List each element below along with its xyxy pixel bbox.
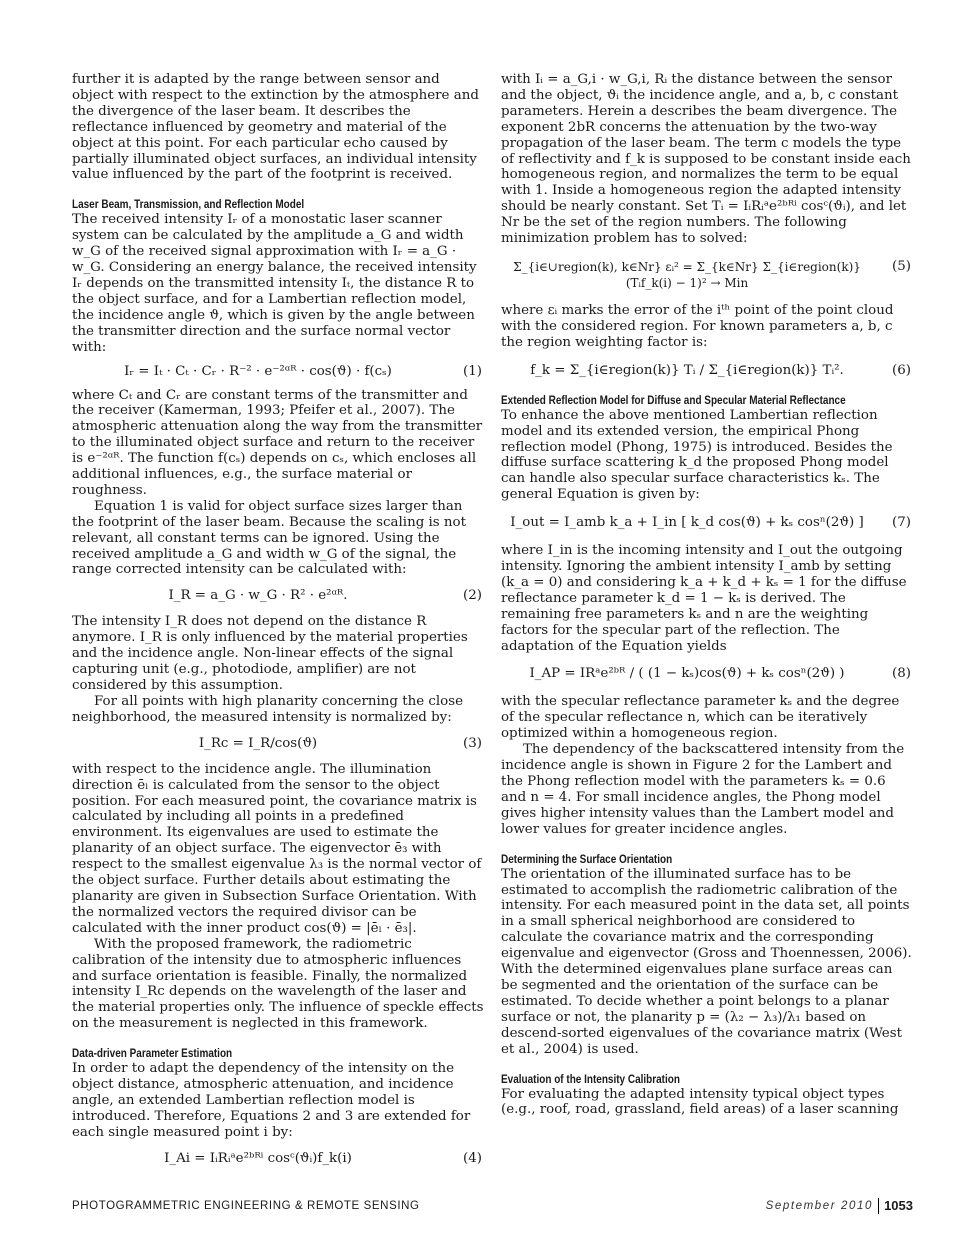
equation-5 [501, 259, 913, 291]
paragraph: To enhance the above mentioned Lambertian reflection model and its extended version, the empirical Phong reflection model (Phong, 1975) is introduced. Besides the diffuse surface scattering k_d the proposed Phong model can handle also specular surface characteristics kₛ. The general Equation is given by: [501, 407, 893, 503]
paragraph: In order to adapt the dependency of the intensity on the object distance, atmospheric attenuation, and incidence angle, an extended Lambertian reflection model is introduced. Therefore, Equations 2 and 3 are extended for each single measured point i by: [72, 1061, 471, 1140]
journal-name: PHOTOGRAMMETRIC ENGINEERING & REMOTE SENSING [72, 1200, 420, 1212]
issue-date: September 2010 [765, 1200, 873, 1212]
equation-4-expression: I_Ai = IᵢRᵢᵃe²ᵇᴿⁱ cosᶜ(ϑᵢ)f_k(i) [164, 1150, 352, 1166]
equation-6 [501, 363, 913, 379]
section-heading-surface-orientation: Determining the Surface Orientation [501, 852, 673, 866]
paragraph: Equation 1 is valid for object surface sizes larger than the footprint of the laser beam. Because the scaling is not relevant, all constant terms can be ignored. Using the received amplitude a_G and width w_G of the signal, the range corrected intensity can be calculated with: [72, 498, 466, 578]
paragraph: For all points with high planarity concerning the close neighborhood, the measured intensity is normalized by: [72, 693, 464, 725]
footer-divider [878, 1198, 879, 1214]
equation-7-expression: I_out = I_amb k_a + I_in [ k_d cos(ϑ) + kₛ cosⁿ(2ϑ) ] [510, 515, 864, 531]
paragraph: where Cₜ and Cᵣ are constant terms of the transmitter and the receiver (Kamerman, 1993; Pfeifer et al., 2007). The atmospheric attenuation along the way from the transmitter to the illuminated object surface and return to the receiver is e⁻²ᵅᴿ. The function f(cₛ) depends on cₛ, which encloses all additional influences, e.g., the surface material or roughness. [72, 387, 483, 498]
equation-5-number: (5) [892, 258, 911, 274]
equation-3-expression: I_Rc = I_R/cos(ϑ) [198, 735, 318, 751]
equation-1-expression: Iᵣ = Iₜ · Cₜ · Cᵣ · R⁻² · e⁻²ᵅᴿ · cos(ϑ) · f(cₛ) [124, 363, 392, 379]
right-column [501, 72, 913, 1118]
paragraph: with Iᵢ = a_G,i · w_G,i, Rᵢ the distance between the sensor and the object, ϑᵢ the incidence angle, and a, b, c constant parameters. Herein a describes the beam divergence. The exponent 2bR concerns the attenuation by the two-way propagation of the laser beam. The term c models the type of reflectivity and f_k is supposed to be constant inside each homogeneous region, and normalizes the term to be equal with 1. Inside a homogeneous region the adapted intensity should be nearly constant. Set Tᵢ = IᵢRᵢᵃe²ᵇᴿⁱ cosᶜ(ϑᵢ), and let Nr be the set of the region numbers. The following minimization problem has to solved: [501, 72, 911, 247]
equation-7-number: (7) [892, 515, 911, 531]
equation-3-number: (3) [463, 735, 482, 751]
equation-4 [72, 1151, 484, 1167]
equation-4-number: (4) [463, 1150, 482, 1166]
paragraph: with the specular reflectance parameter kₛ and the degree of the specular reflectance n, which can be iteratively optimized within a homogeneous region. [501, 694, 900, 742]
paragraph: For evaluating the adapted intensity typical object types (e.g., roof, road, grassland, field areas) of a laser scanning [501, 1086, 899, 1118]
equation-5-expression: Σ_{i∈∪region(k), k∈Nr} εᵢ² = Σ_{k∈Nr} Σ_{i∈region(k)} (Tᵢf_k(i) − 1)² → Min [513, 259, 861, 290]
section-heading-evaluation: Evaluation of the Intensity Calibration [501, 1072, 680, 1086]
paragraph: further it is adapted by the range between sensor and object with respect to the extinction by the atmosphere and the divergence of the laser beam. It describes the reflectance influenced by geometry and material of the object at this point. For each particular echo caused by partially illuminated object surfaces, an individual intensity value influenced by the part of the footprint is received. [72, 72, 479, 183]
equation-8-expression: I_AP = IRᵃe²ᵇᴿ / ( (1 − kₛ)cos(ϑ) + kₛ cosⁿ(2ϑ) ) [529, 666, 845, 682]
equation-8-number: (8) [892, 666, 911, 682]
equation-3 [72, 736, 484, 752]
section-heading-data-driven: Data-driven Parameter Estimation [72, 1047, 233, 1061]
equation-6-expression: f_k = Σ_{i∈region(k)} Tᵢ / Σ_{i∈region(k)} Tᵢ². [530, 362, 844, 378]
paragraph: The intensity I_R does not depend on the distance R anymore. I_R is only influenced by the material properties and the incidence angle. Non-linear effects of the signal capturing unit (e.g., photodiode, amplifier) are not considered by this assumption. [72, 614, 468, 693]
equation-8 [501, 666, 913, 682]
equation-2-number: (2) [463, 588, 482, 604]
equation-2 [72, 588, 484, 604]
equation-7 [501, 515, 913, 531]
section-heading-extended-reflection: Extended Reflection Model for Diffuse and Specular Material Reflectance [501, 393, 846, 407]
paragraph: where I_in is the incoming intensity and I_out the outgoing intensity. Ignoring the ambient intensity I_amb by setting (k_a = 0) and considering k_a + k_d + kₛ = 1 for the diffuse reflectance parameter k_d = 1 − kₛ is derived. The remaining free parameters kₛ and n are the weighting factors for the specular part of the reflection. The adaptation of the Equation yields [501, 543, 907, 654]
paragraph: with respect to the incidence angle. The illumination direction ēₗ is calculated from the sensor to the object position. For each measured point, the covariance matrix is calculated by including all points in a predefined environment. Its eigenvalues are used to estimate the planarity of an object surface. The eigenvector ē₃ with respect to the smallest eigenvalue λ₃ is the normal vector of the object surface. Further details about estimating the planarity are given in Subsection Surface Orientation. With the normalized vectors the required divisor can be calculated with the inner product cos(ϑ) = |ēₗ · ē₃|. [72, 761, 482, 936]
paragraph: The received intensity Iᵣ of a monostatic laser scanner system can be calculated by the amplitude a_G and width w_G of the received signal approximation with Iᵣ = a_G · w_G. Considering an energy balance, the received intensity Iᵣ depends on the transmitted intensity Iₜ, the distance R to the object surface, and for a Lambertian reflection model, the incidence angle ϑ, which is given by the angle between the transmitter direction and the surface normal vector with: [72, 212, 477, 355]
equation-2-expression: I_R = a_G · w_G · R² · e²ᵅᴿ. [168, 588, 348, 604]
page-number: 1053 [884, 1198, 913, 1213]
paragraph: With the proposed framework, the radiometric calibration of the intensity due to atmospheric influences and surface orientation is feasible. Finally, the normalized intensity I_Rc depends on the wavelength of the laser and the material properties only. The influence of speckle effects on the measurement is neglected in this framework. [72, 936, 484, 1032]
page-footer [72, 1196, 913, 1218]
paragraph: The dependency of the backscattered intensity from the incidence angle is shown in Figure 2 for the Lambert and the Phong reflection model with the parameters kₛ = 0.6 and n = 4. For small incidence angles, the Phong model gives higher intensity values than the Lambert model and lower values for greater incidence angles. [501, 742, 905, 837]
equation-1 [72, 364, 484, 380]
equation-1-number: (1) [463, 363, 482, 379]
left-column [72, 72, 484, 1167]
section-heading-laser-beam-model: Laser Beam, Transmission, and Reflection Model [72, 198, 305, 212]
paragraph: The orientation of the illuminated surface has to be estimated to accomplish the radiometric calibration of the intensity. For each measured point in the data set, all points in a small spherical neighborhood are considered to calculate the covariance matrix and the corresponding eigenvalue and eigenvector (Gross and Thoennessen, 2006). With the determined eigenvalues plane surface areas can be segmented and the orientation of the surface can be estimated. To decide whether a point belongs to a planar surface or not, the planarity p = (λ₂ − λ₃)/λ₁ based on descend-sorted eigenvalues of the covariance matrix (West et al., 2004) is used. [501, 866, 912, 1057]
paragraph: where εᵢ marks the error of the iᵗʰ point of the point cloud with the considered region. For known parameters a, b, c the region weighting factor is: [501, 302, 894, 350]
equation-6-number: (6) [892, 362, 911, 378]
